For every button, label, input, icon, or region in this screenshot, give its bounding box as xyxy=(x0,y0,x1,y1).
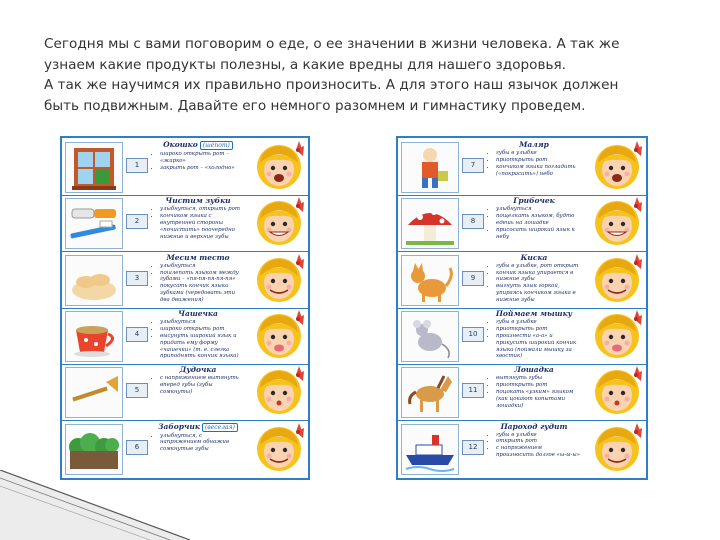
exercise-number: 7 xyxy=(462,158,484,173)
exercise-step: • губы в улыбке xyxy=(496,150,580,157)
exercise-step: • улыбнуться xyxy=(160,263,244,270)
exercise-description xyxy=(488,422,580,460)
exercise-step: • вытянуть губы xyxy=(496,375,580,382)
exercise-step: • улыбнуться xyxy=(160,319,244,326)
exercise-step: • улыбнуться, с напряжением обнажив сомкнутые зубы xyxy=(160,433,244,454)
exercise-number: 8 xyxy=(462,214,484,229)
intro-text xyxy=(44,34,684,116)
exercise-row xyxy=(398,138,646,196)
exercise-description xyxy=(152,365,244,396)
exercise-step: • пощелкать языком, будто едешь на лошадке xyxy=(496,213,580,227)
exercise-title xyxy=(488,422,580,431)
exercise-steps xyxy=(488,206,580,241)
exercise-description xyxy=(488,365,580,410)
exercise-number: 4 xyxy=(126,327,148,342)
exercise-steps xyxy=(152,263,244,304)
exercise-row xyxy=(398,420,646,477)
exercise-row xyxy=(62,363,308,421)
exercise-number: 10 xyxy=(462,327,484,342)
exercise-steps xyxy=(488,263,580,304)
exercise-title xyxy=(152,253,244,262)
cup-icon xyxy=(65,311,123,362)
exercise-steps xyxy=(152,206,244,241)
exercise-description xyxy=(152,140,244,172)
exercise-row xyxy=(62,307,308,365)
intro-line-2: узнаем какие продукты полезны, а какие вредны для нашего здоровья. xyxy=(44,56,566,73)
exercise-title xyxy=(152,422,244,432)
exercise-number: 11 xyxy=(462,383,484,398)
exercise-description xyxy=(488,196,580,241)
exercise-row xyxy=(398,363,646,421)
exercise-title-text: Поймаем мышку xyxy=(495,308,573,318)
exercise-title xyxy=(152,309,244,318)
exercise-description xyxy=(488,309,580,360)
exercise-steps xyxy=(152,375,244,396)
exercise-title xyxy=(488,253,580,262)
intro-line-4: быть подвижным. Давайте его немного разомнем и гимнастику проведем. xyxy=(44,97,586,114)
exercise-description xyxy=(152,422,244,454)
exercise-step: • широко открыть рот – «жарко» xyxy=(160,151,244,165)
exercise-number: 6 xyxy=(126,440,148,455)
exercise-title xyxy=(488,309,580,318)
exercise-title xyxy=(152,365,244,374)
exercise-steps xyxy=(488,375,580,410)
exercise-title-text: Пароход гудит xyxy=(500,421,568,431)
fence-icon xyxy=(65,424,123,475)
exercise-step: • произнести «а-а» и прикусить широкий кончик языка (поймали мышку за хвостик) xyxy=(496,333,580,361)
exercise-title xyxy=(488,365,580,374)
exercise-title-text: Чашечка xyxy=(178,308,218,318)
exercise-title-text: Окошко xyxy=(163,140,198,149)
exercise-step: • кончиком языка с внутренней стороны «почистить» поочередно нижние и верхние зубы xyxy=(160,213,244,241)
exercise-step: • приоткрыть рот xyxy=(496,326,580,333)
exercise-step: • губы в улыбке, рот открыт xyxy=(496,263,580,270)
exercise-title-text: Чистим зубки xyxy=(165,196,231,206)
exercise-title xyxy=(488,140,580,149)
exercise-steps xyxy=(152,319,244,360)
girl-face-icon xyxy=(252,197,306,248)
exercise-description xyxy=(152,309,244,360)
girl-face-icon xyxy=(590,197,644,248)
girl-face-icon xyxy=(590,254,644,305)
exercise-tag: (веселая) xyxy=(202,423,238,432)
toothbrush-icon xyxy=(65,198,123,249)
exercise-step: • открыть рот xyxy=(496,438,580,445)
exercise-step: • широко открыть рот xyxy=(160,326,244,333)
exercise-step: • улыбнуться, открыть рот xyxy=(160,206,244,213)
exercise-step: • закрыть рот – «холодно» xyxy=(160,165,244,172)
exercise-row xyxy=(398,307,646,365)
exercise-step: • покусать кончик языка зубками (чередовать эти два движения) xyxy=(160,283,244,304)
intro-line-3: А так же научимся их правильно произносить. А для этого наш язычок должен xyxy=(44,77,619,93)
exercise-number: 9 xyxy=(462,271,484,286)
girl-face-icon xyxy=(252,141,306,192)
corner-decoration-icon xyxy=(0,470,190,540)
exercise-step: • поцокать «узким» языком (как цокают копытами лошадки) xyxy=(496,389,580,410)
exercise-tag: (шепот) xyxy=(200,141,233,150)
exercise-steps xyxy=(488,150,580,178)
exercise-title xyxy=(152,140,244,150)
exercise-description xyxy=(152,253,244,304)
girl-face-icon xyxy=(252,366,306,417)
exercise-number: 2 xyxy=(126,214,148,229)
mouse-icon xyxy=(401,311,459,362)
exercise-steps xyxy=(488,319,580,360)
exercise-row xyxy=(62,194,308,252)
girl-face-icon xyxy=(252,310,306,361)
exercise-row xyxy=(62,138,308,196)
exercise-title-text: Лошадка xyxy=(514,365,554,375)
pipe-icon xyxy=(65,367,123,418)
exercise-description xyxy=(488,253,580,304)
exercise-step: • приоткрыть рот xyxy=(496,157,580,164)
exercise-card-right xyxy=(396,136,648,480)
girl-face-icon xyxy=(252,423,306,474)
painter-icon xyxy=(401,142,459,193)
exercise-row xyxy=(398,251,646,309)
girl-face-icon xyxy=(590,141,644,192)
exercise-step: • выгнуть язык горкой, упираясь кончиком языка в нижние зубы xyxy=(496,283,580,304)
exercise-title-text: Месим тесто xyxy=(166,252,230,262)
mushroom-icon xyxy=(401,198,459,249)
exercise-step: • приоткрыть рот xyxy=(496,382,580,389)
exercise-row xyxy=(62,420,308,477)
exercise-card-left xyxy=(60,136,310,480)
exercise-title-text: Грибочек xyxy=(513,196,555,206)
exercise-row xyxy=(398,194,646,252)
exercise-number: 12 xyxy=(462,440,484,455)
horse-icon xyxy=(401,367,459,418)
cat-icon xyxy=(401,255,459,306)
exercise-steps xyxy=(152,151,244,172)
exercise-number: 1 xyxy=(126,158,148,173)
girl-face-icon xyxy=(252,254,306,305)
girl-face-icon xyxy=(590,423,644,474)
exercise-number: 5 xyxy=(126,383,148,398)
girl-face-icon xyxy=(590,310,644,361)
exercise-title xyxy=(488,196,580,205)
exercise-step: • с напряжением вытянуть вперед губы (зубы сомкнуты) xyxy=(160,375,244,396)
exercise-step: • улыбнуться xyxy=(496,206,580,213)
exercise-steps xyxy=(488,432,580,460)
steamboat-icon xyxy=(401,424,459,475)
girl-face-icon xyxy=(590,366,644,417)
exercise-step: • с напряжением произносить долгое «ы-ы-ы» xyxy=(496,445,580,459)
exercise-step: • высунуть широкий язык и придать ему форму «чашечки» (т. е. слегка приподнять кончик языка) xyxy=(160,333,244,361)
exercise-step: • пошлепать языком между губами – «пя-пя-пя-пя-пя» xyxy=(160,270,244,284)
exercise-title-text: Дудочка xyxy=(179,365,217,375)
exercise-steps xyxy=(152,433,244,454)
window-icon xyxy=(65,142,123,193)
exercise-step: • губы в улыбке xyxy=(496,319,580,326)
exercise-step: • кончиком языка погладить («покрасить») небо xyxy=(496,164,580,178)
exercise-title xyxy=(152,196,244,205)
intro-line-1: Сегодня мы с вами поговорим о еде, о ее значении в жизни человека. А так же xyxy=(44,36,620,52)
exercise-row xyxy=(62,251,308,309)
exercise-step: • присосать широкий язык к небу xyxy=(496,227,580,241)
exercise-description xyxy=(488,140,580,178)
exercise-title-text: Киска xyxy=(520,252,548,262)
dough-icon xyxy=(65,255,123,306)
exercise-number: 3 xyxy=(126,271,148,286)
exercise-step: • губы в улыбке xyxy=(496,432,580,439)
exercise-title-text: Заборчик xyxy=(158,421,200,431)
exercise-description xyxy=(152,196,244,241)
exercise-title-text: Маляр xyxy=(519,140,549,149)
exercise-step: • кончик языка упирается в нижние зубы xyxy=(496,270,580,284)
